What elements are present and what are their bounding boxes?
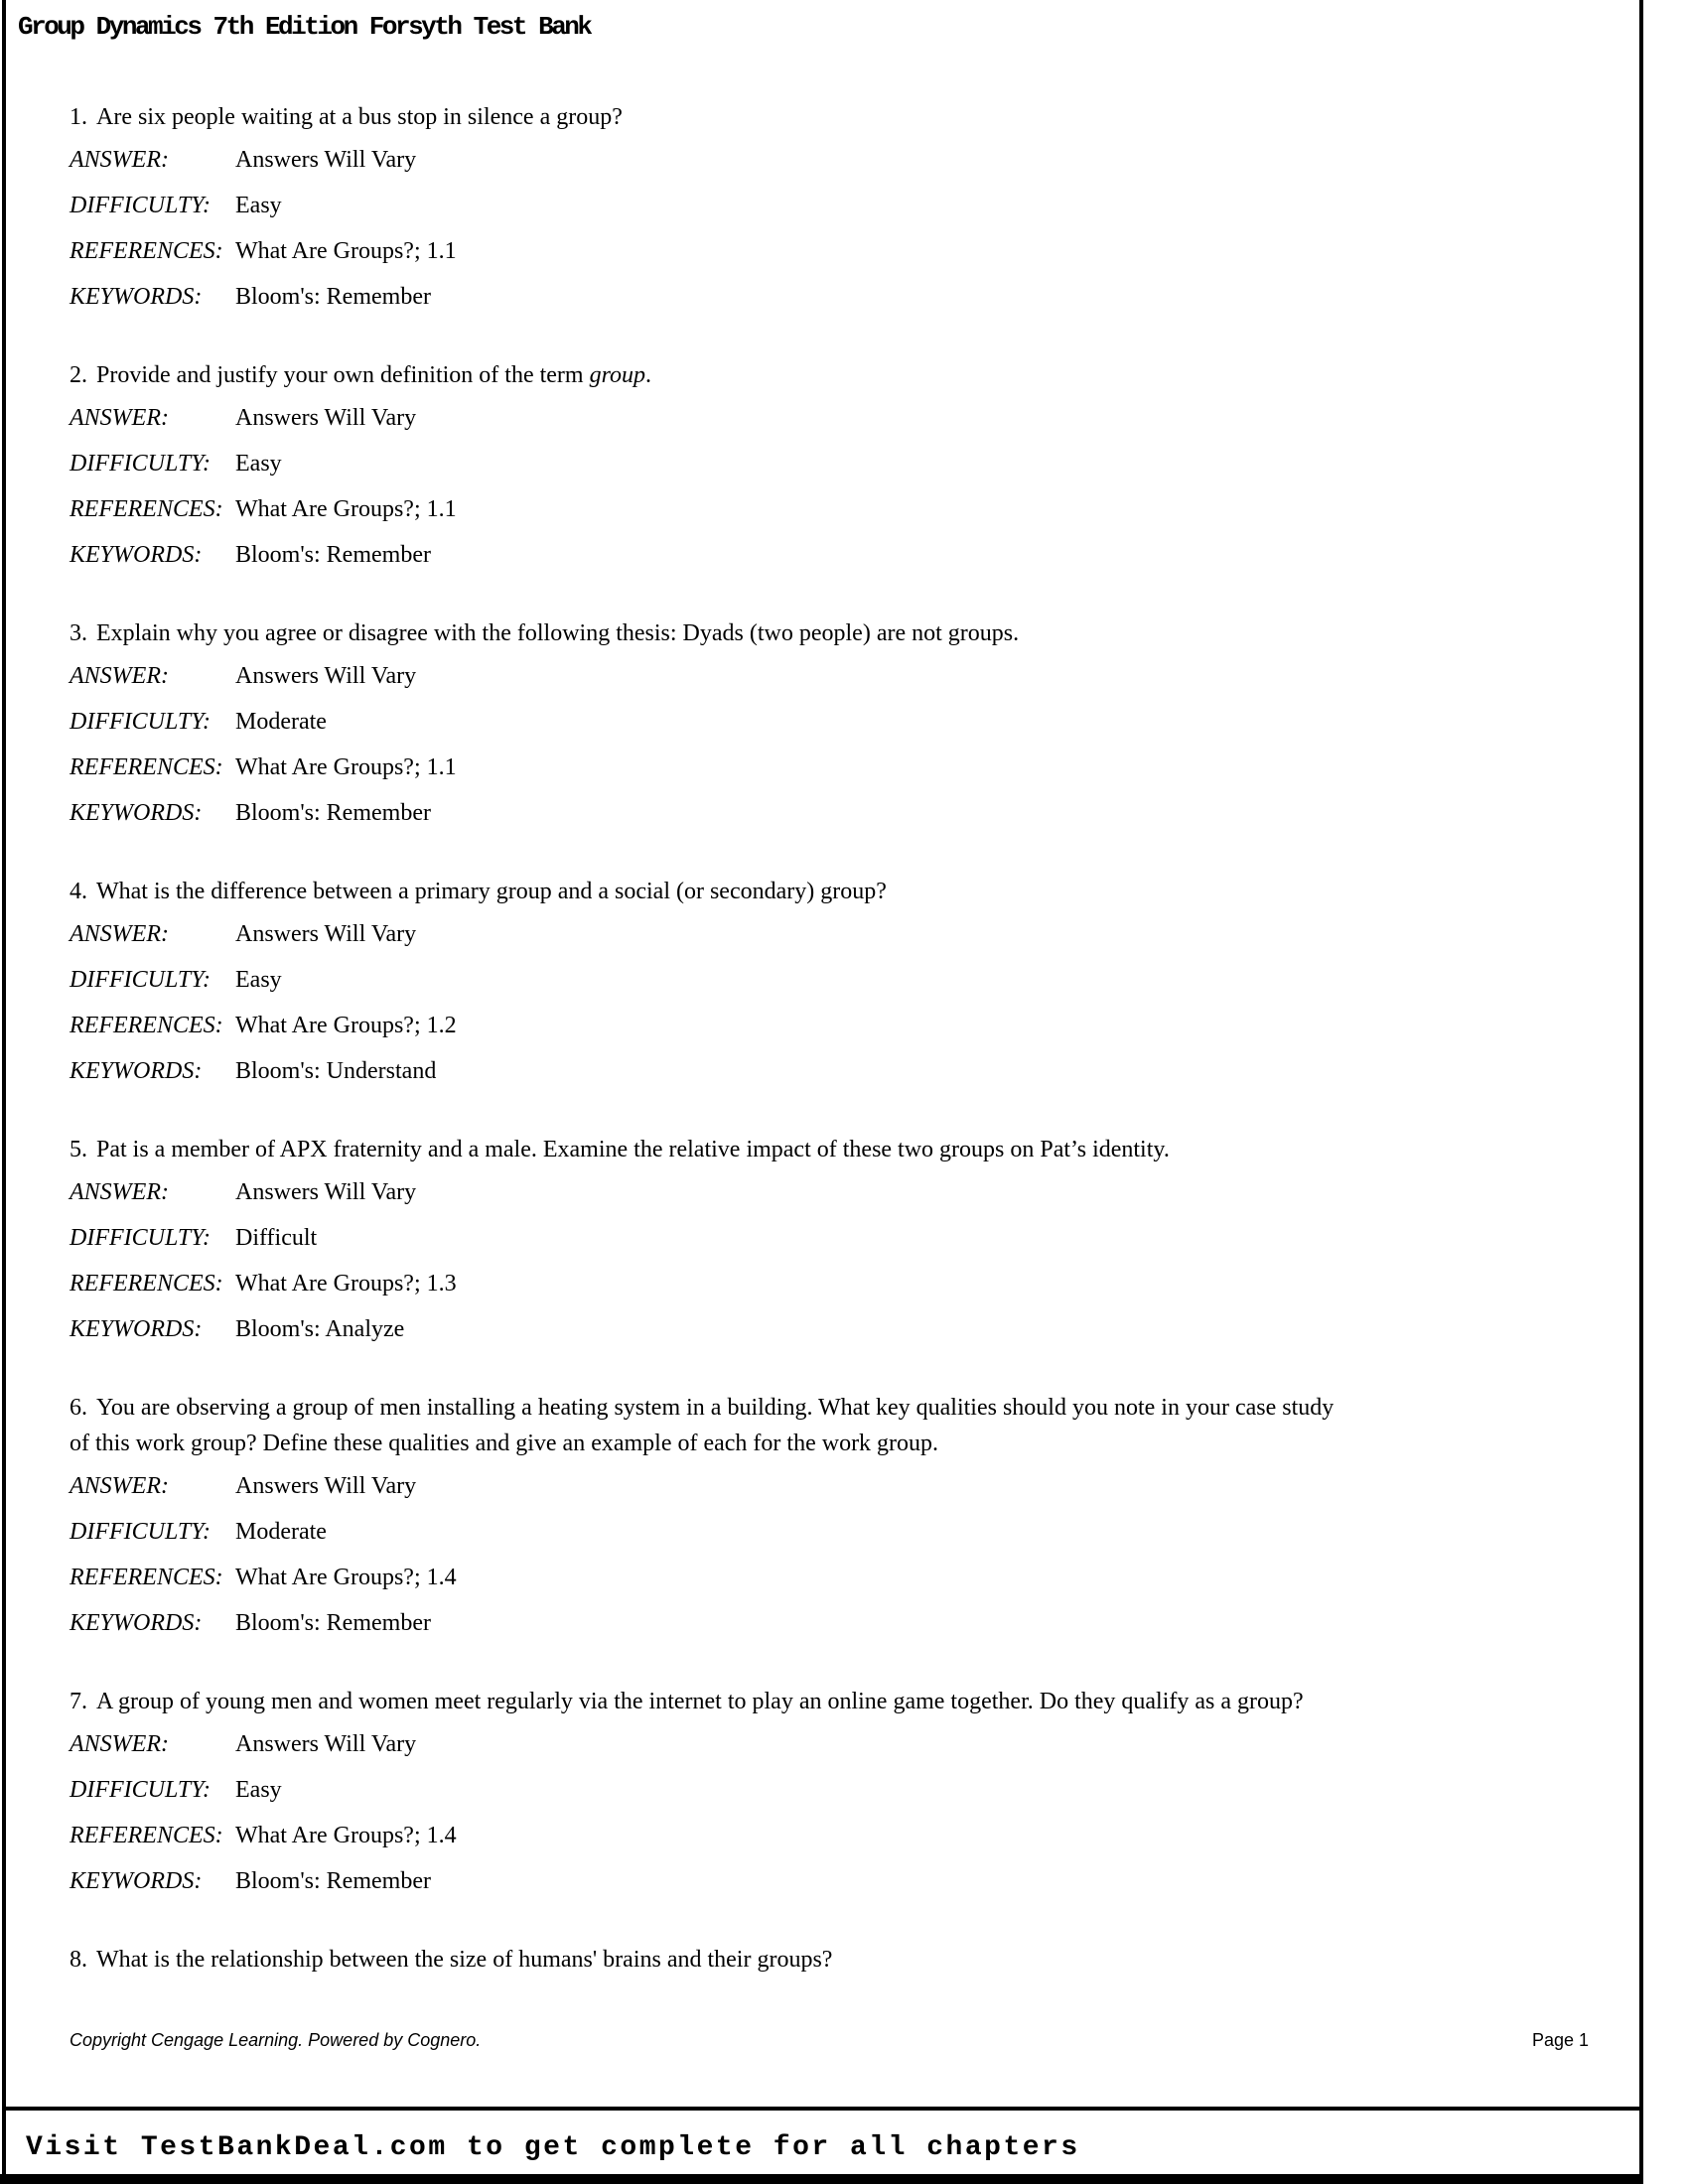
field-value: Easy — [235, 451, 282, 477]
field-value: What Are Groups?; 1.3 — [235, 1271, 457, 1297]
field-label: DIFFICULTY: — [70, 451, 211, 477]
question-number: 5. — [70, 1137, 87, 1162]
field-label: KEYWORDS: — [70, 1058, 203, 1084]
field-value: Difficult — [235, 1225, 318, 1251]
question-number: 6. — [70, 1395, 87, 1421]
field-value: Moderate — [235, 1519, 327, 1545]
references-row — [70, 486, 1589, 532]
field-value: Answers Will Vary — [235, 1731, 417, 1757]
field-label: KEYWORDS: — [70, 542, 203, 568]
field-value: Bloom's: Remember — [235, 1868, 431, 1894]
question-block — [70, 99, 1589, 320]
answer-row — [70, 1721, 1589, 1767]
field-label: DIFFICULTY: — [70, 709, 211, 735]
field-value: What Are Groups?; 1.4 — [235, 1565, 457, 1590]
field-label: REFERENCES: — [70, 754, 223, 780]
bottom-bar — [0, 2174, 1643, 2184]
copyright-text: Copyright Cengage Learning. Powered by Cognero. — [70, 2030, 482, 2050]
field-label: ANSWER: — [70, 1179, 169, 1205]
difficulty-row — [70, 441, 1589, 486]
question-number: 8. — [70, 1947, 87, 1973]
question-block — [70, 357, 1589, 578]
field-value: Bloom's: Remember — [235, 284, 431, 310]
field-value: What Are Groups?; 1.4 — [235, 1823, 457, 1848]
question-text: 6. You are observing a group of men installing a heating system in a building. What key qualities should you note in your case study of this work group? Define these qualities and give an example of each for the work group. — [70, 1395, 1335, 1456]
question-number: 1. — [70, 104, 87, 130]
field-value: Answers Will Vary — [235, 1179, 417, 1205]
keywords-row — [70, 790, 1589, 836]
field-value: What Are Groups?; 1.1 — [235, 238, 457, 264]
references-row — [70, 1003, 1589, 1048]
page-number: Page 1 — [1531, 2030, 1589, 2050]
field-value: Bloom's: Analyze — [235, 1316, 405, 1342]
question-text: 3. Explain why you agree or disagree with the following thesis: Dyads (two people) are not groups. — [70, 620, 1020, 646]
field-value: What Are Groups?; 1.2 — [235, 1013, 457, 1038]
references-row — [70, 1813, 1589, 1858]
question-block — [70, 1390, 1589, 1646]
difficulty-row — [70, 1767, 1589, 1813]
references-row — [70, 745, 1589, 790]
answer-row — [70, 1463, 1589, 1509]
field-value: Bloom's: Remember — [235, 800, 431, 826]
field-value: Bloom's: Remember — [235, 542, 431, 568]
difficulty-row — [70, 1509, 1589, 1555]
field-value: Easy — [235, 193, 282, 218]
question-block — [70, 615, 1589, 836]
field-value: Answers Will Vary — [235, 921, 417, 947]
references-row — [70, 1555, 1589, 1600]
field-label: KEYWORDS: — [70, 1868, 203, 1894]
field-label: ANSWER: — [70, 1473, 169, 1499]
keywords-row — [70, 274, 1589, 320]
question-text: 7. A group of young men and women meet regularly via the internet to play an online game together. Do they qualify as a group? — [70, 1689, 1304, 1714]
answer-row — [70, 911, 1589, 957]
field-value: What Are Groups?; 1.1 — [235, 496, 457, 522]
field-label: DIFFICULTY: — [70, 967, 211, 993]
keywords-row — [70, 1048, 1589, 1094]
questions-list — [70, 99, 1589, 2015]
field-value: Answers Will Vary — [235, 1473, 417, 1499]
field-label: KEYWORDS: — [70, 1610, 203, 1636]
question-block — [70, 1942, 1589, 1978]
answer-row — [70, 1169, 1589, 1215]
page-left-border — [2, 0, 6, 2184]
field-value: Bloom's: Remember — [235, 1610, 431, 1636]
question-block — [70, 1684, 1589, 1904]
field-label: REFERENCES: — [70, 1013, 223, 1038]
field-label: ANSWER: — [70, 147, 169, 173]
field-label: REFERENCES: — [70, 496, 223, 522]
field-label: ANSWER: — [70, 921, 169, 947]
field-label: ANSWER: — [70, 1731, 169, 1757]
question-block — [70, 874, 1589, 1094]
difficulty-row — [70, 1215, 1589, 1261]
question-text: 5. Pat is a member of APX fraternity and a male. Examine the relative impact of these two groups on Pat’s identity. — [70, 1137, 1170, 1162]
difficulty-row — [70, 183, 1589, 228]
field-label: REFERENCES: — [70, 1823, 223, 1848]
field-label: DIFFICULTY: — [70, 193, 211, 218]
question-text: 1. Are six people waiting at a bus stop in silence a group? — [70, 104, 623, 130]
field-label: DIFFICULTY: — [70, 1777, 211, 1803]
question-number: 2. — [70, 362, 87, 388]
keywords-row — [70, 1600, 1589, 1646]
field-label: ANSWER: — [70, 663, 169, 689]
keywords-row — [70, 1858, 1589, 1904]
field-label: KEYWORDS: — [70, 284, 203, 310]
keywords-row — [70, 532, 1589, 578]
field-label: KEYWORDS: — [70, 800, 203, 826]
question-number: 3. — [70, 620, 87, 646]
keywords-row — [70, 1306, 1589, 1352]
field-value: Answers Will Vary — [235, 405, 417, 431]
question-text: 8. What is the relationship between the size of humans' brains and their groups? — [70, 1947, 833, 1973]
question-number: 4. — [70, 879, 87, 904]
references-row — [70, 228, 1589, 274]
field-label: DIFFICULTY: — [70, 1519, 211, 1545]
field-value: Answers Will Vary — [235, 147, 417, 173]
field-label: ANSWER: — [70, 405, 169, 431]
field-label: REFERENCES: — [70, 1271, 223, 1297]
field-value: Easy — [235, 967, 282, 993]
field-label: KEYWORDS: — [70, 1316, 203, 1342]
field-value: Moderate — [235, 709, 327, 735]
answer-row — [70, 137, 1589, 183]
field-label: REFERENCES: — [70, 1565, 223, 1590]
references-row — [70, 1261, 1589, 1306]
field-value: Answers Will Vary — [235, 663, 417, 689]
document-title: Group Dynamics 7th Edition Forsyth Test Bank — [18, 12, 591, 42]
answer-row — [70, 395, 1589, 441]
question-number: 7. — [70, 1689, 87, 1714]
difficulty-row — [70, 699, 1589, 745]
page-bottom-divider — [2, 2107, 1643, 2111]
question-text: 2. Provide and justify your own definition of the term group. — [70, 362, 652, 388]
field-value: Bloom's: Understand — [235, 1058, 437, 1084]
answer-row — [70, 653, 1589, 699]
field-value: Easy — [235, 1777, 282, 1803]
question-text: 4. What is the difference between a primary group and a social (or secondary) group? — [70, 879, 887, 904]
field-value: What Are Groups?; 1.1 — [235, 754, 457, 780]
page-right-border — [1639, 0, 1643, 2184]
field-label: REFERENCES: — [70, 238, 223, 264]
difficulty-row — [70, 957, 1589, 1003]
page-footer — [70, 2029, 1589, 2051]
field-label: DIFFICULTY: — [70, 1225, 211, 1251]
promo-banner-link[interactable]: Visit TestBankDeal.com to get complete for all chapters — [26, 2132, 1080, 2163]
question-block — [70, 1132, 1589, 1352]
